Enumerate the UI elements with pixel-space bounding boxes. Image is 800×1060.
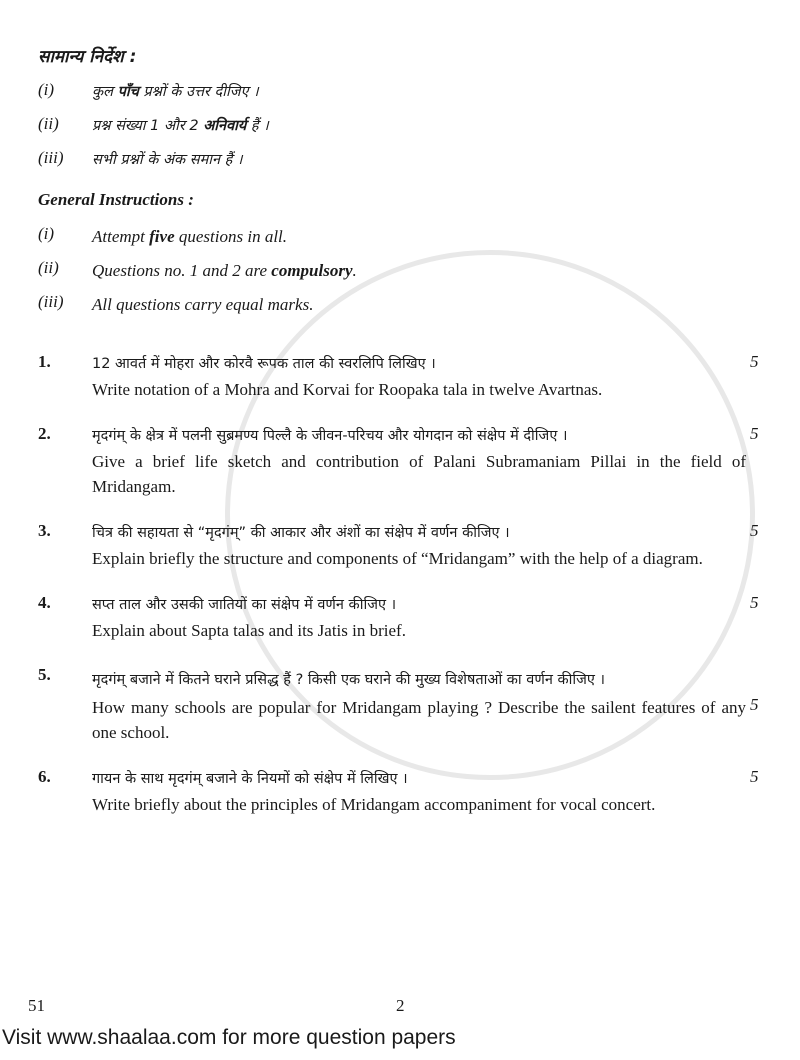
instruction-number: (iii) xyxy=(38,292,64,311)
question-hindi: गायन के साथ मृदगंम् बजाने के नियमों को संक्षेप में लिखिए । xyxy=(92,771,408,787)
instruction-text-part: हैं । xyxy=(246,118,269,134)
instruction-text-part: All questions carry equal marks. xyxy=(92,295,314,314)
question-number: 4. xyxy=(38,593,51,612)
question-hindi: मृदगंम् बजाने में कितने घराने प्रसिद्ध हैं ? किसी एक घराने की मुख्य विशेषताओं का वर्णन कीजिए । xyxy=(92,672,606,688)
question-marks: 5 xyxy=(750,521,759,540)
question-marks: 5 xyxy=(750,352,759,371)
question-marks: 5 xyxy=(750,767,759,786)
question-hindi: चित्र की सहायता से “मृदगंम्” की आकार और अंशों का संक्षेप में वर्णन कीजिए । xyxy=(92,525,510,541)
instruction-emphasis: compulsory xyxy=(271,261,353,280)
question-english: How many schools are popular for Mridangam playing ? Describe the sailent features of any one school. xyxy=(92,698,746,742)
instruction-item xyxy=(38,292,758,326)
instruction-item xyxy=(38,224,758,258)
question-english: Write notation of a Mohra and Korvai for Roopaka tala in twelve Avartnas. xyxy=(92,380,603,399)
instruction-emphasis: पाँच xyxy=(117,84,139,100)
hindi-instructions-heading: सामान्य निर्देश : xyxy=(38,47,137,67)
instruction-item xyxy=(38,148,758,182)
instruction-text-part: . xyxy=(352,261,357,280)
instruction-text xyxy=(92,80,746,105)
question-6 xyxy=(38,767,758,817)
instruction-text-part: कुल xyxy=(92,84,118,100)
instruction-number: (ii) xyxy=(38,114,59,133)
instruction-item xyxy=(38,114,758,148)
instruction-text-part: Questions no. 1 and 2 are xyxy=(92,261,272,280)
instruction-emphasis: five xyxy=(149,227,175,246)
paper-code: 51 xyxy=(28,996,45,1015)
general-instructions-list xyxy=(38,224,758,326)
instruction-item xyxy=(38,80,758,114)
question-text xyxy=(92,767,746,817)
instruction-number: (i) xyxy=(38,80,55,99)
question-1 xyxy=(38,352,758,402)
instruction-text xyxy=(92,224,746,249)
page-number: 2 xyxy=(396,996,405,1015)
question-hindi: सप्त ताल और उसकी जातियों का संक्षेप में वर्णन कीजिए । xyxy=(92,597,397,613)
questions-list xyxy=(38,352,758,839)
instruction-text xyxy=(92,148,746,173)
question-5 xyxy=(38,665,758,745)
instruction-number: (ii) xyxy=(38,258,59,277)
question-2 xyxy=(38,424,758,499)
question-number: 3. xyxy=(38,521,51,540)
question-4 xyxy=(38,593,758,643)
instruction-text xyxy=(92,258,746,283)
question-text xyxy=(92,665,746,745)
footer-link[interactable]: Visit www.shaalaa.com for more question papers xyxy=(2,1026,456,1049)
question-marks: 5 xyxy=(750,593,759,612)
question-text xyxy=(92,352,746,402)
question-english: Give a brief life sketch and contribution of Palani Subramaniam Pillai in the field of Mridangam. xyxy=(92,452,746,496)
question-english: Explain about Sapta talas and its Jatis in brief. xyxy=(92,621,406,640)
question-marks: 5 xyxy=(750,695,759,714)
question-hindi: मृदगंम् के क्षेत्र में पलनी सुब्रमण्य पिल्लै के जीवन-परिचय और योगदान को संक्षेप में दीजिए । xyxy=(92,428,568,444)
question-english: Explain briefly the structure and components of “Mridangam” with the help of a diagram. xyxy=(92,549,703,568)
question-marks: 5 xyxy=(750,424,759,443)
instruction-text-part: प्रश्नों के उत्तर दीजिए । xyxy=(138,84,259,100)
instruction-emphasis: अनिवार्य xyxy=(203,118,247,134)
instruction-number: (iii) xyxy=(38,148,64,167)
question-text xyxy=(92,521,746,571)
instruction-text xyxy=(92,114,746,139)
question-hindi: 12 आवर्त में मोहरा और कोरवै रूपक ताल की स्वरलिपि लिखिए । xyxy=(92,356,436,372)
instruction-text xyxy=(92,292,746,317)
question-text xyxy=(92,424,746,499)
instruction-number: (i) xyxy=(38,224,55,243)
question-number: 2. xyxy=(38,424,51,443)
instruction-item xyxy=(38,258,758,292)
question-number: 1. xyxy=(38,352,51,371)
question-3 xyxy=(38,521,758,571)
instruction-text-part: प्रश्न संख्या 1 और 2 xyxy=(92,118,204,134)
hindi-instructions-list xyxy=(38,80,758,182)
general-instructions-heading: General Instructions : xyxy=(38,190,194,209)
question-number: 5. xyxy=(38,665,51,684)
question-text xyxy=(92,593,746,643)
instruction-text-part: questions in all. xyxy=(174,227,288,246)
instruction-text-part: सभी प्रश्नों के अंक समान हैं । xyxy=(92,152,243,168)
question-english: Write briefly about the principles of Mridangam accompaniment for vocal concert. xyxy=(92,795,656,814)
question-number: 6. xyxy=(38,767,51,786)
instruction-text-part: Attempt xyxy=(92,227,150,246)
